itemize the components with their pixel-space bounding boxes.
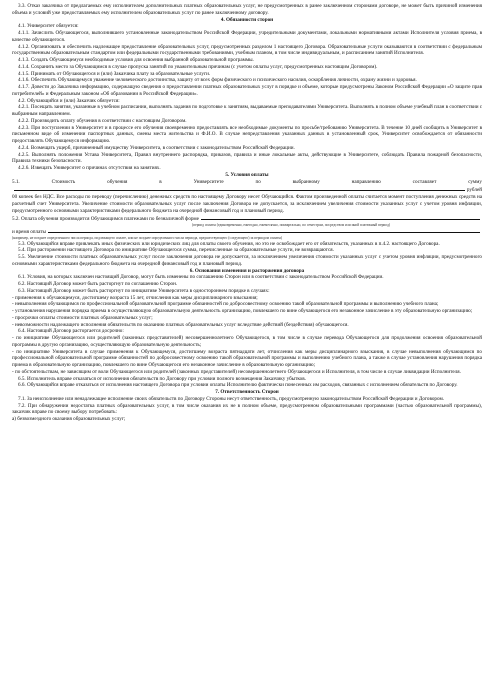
clause-4-1-7: 4.1.7. Довести до Заказчика информацию, содержащую сведения о предоставлении платных образовательных услуг в порядке и объеме, которые предусмотрены Законом Российской Федерации «О защите прав потребителей» и Федеральным законом «Об образовании в Российской Федерации».: [12, 84, 482, 97]
clause-6-3-item: - невозможности надлежащего исполнения обязательств по оказанию платных образовательных услуг вследствие действий (бездействия) обучающегося.: [12, 321, 349, 328]
clause-7-1: 7.1. За неисполнение или ненадлежащее исполнение своих обязательств по Договору Стороны несут ответственность, предусмотренную законодательством Российской Федерации и Договором.: [18, 395, 445, 402]
payment-form-blank-line: [201, 214, 480, 220]
clause-4-2-4: 4.2.4. Возмещать ущерб, причиненный имуществу Университета, в соответствии с законодательством Российской Федерации.: [18, 144, 295, 151]
clause-5-1-word: сумму: [468, 178, 482, 185]
clause-6-3-item: - просрочки оплаты стоимости платных образовательных услуг;: [12, 314, 153, 321]
rubles-label: рублей: [466, 187, 482, 194]
payment-time-note: (например, не позднее определенного числа периода, подлежащего оплате, или не позднее определенного числа периода, предшествующего (следующего) за периодом оплаты): [12, 236, 283, 241]
clause-6-6: 6.6. Обучающийся вправе отказаться от исполнения настоящего Договора при условии оплаты Исполнителю фактически понесенных им расходов, связанных с исполнением обязательств по Договору.: [18, 382, 458, 389]
section-7-heading: 7. Ответственность Сторон: [215, 389, 279, 396]
clause-4-2-5: 4.2.5. Выполнять положения Устава Университета, Правил внутреннего распорядка, приказов, правила и иные локальные акты, действующие в Университете, соблюдать Правила пожарной безопасности, Правила техники безопасности.: [12, 151, 482, 165]
clause-4-2-3: 4.2.3. При поступлении в Университет и в процессе его обучения своевременно предоставлять все необходимые документы по просьбе/требованию Университета. В течение 10 дней сообщить в Университет в письменном виде об изменении паспортных данных, смены места жительства и Ф.И.О. В случае непредставления указанных данных в установленный срок, Университет освобождается от обязанности предоставлять Обучающемуся информацию.: [12, 124, 482, 144]
clause-5-1-word: Университете: [193, 178, 224, 185]
clause-4-2-1: 4.2.1. Посещать занятия, указанные в учебном расписании, выполнять задания по подготовке к занятиям, выдаваемые преподавателями Университета. Выполнять в полном объеме учебный план в соответствии с выбранным направлением.: [12, 104, 483, 117]
clause-4-1-1: 4.1.1. Зачислить Обучающегося, выполнившего установленные законодательством Российской Федерации, учредительными документами, локальными нормативными актами Исполнителя условия приема, в качестве обучающегося.: [12, 30, 482, 43]
clause-6-4-item: - по инициативе Обучающегося или родителей (законных представителей) несовершеннолетнего Обучающегося, в том числе в случае перевода Обучающегося для продолжения освоения образовательной программы в другую организацию, осуществляющую образовательную деятельность;: [12, 335, 482, 348]
section-4-heading: 4. Обязанности сторон: [220, 16, 274, 23]
clause-5-1-word: выбранному: [292, 178, 320, 185]
clause-6-3: 6.3. Настоящий Договор может быть расторгнут по инициативе Университета в одностороннем порядке в случаях:: [18, 287, 270, 294]
amount-blank-line: [14, 185, 465, 191]
clause-4-1: 4.1. Университет обязуется:: [18, 23, 79, 30]
clause-5-2-text: 5.2. Оплата обучения производится Обучающимся платежами по безналичной форме: [12, 216, 199, 223]
clause-5-1-amount-line: [12, 185, 482, 194]
clause-4-1-6: 4.1.6. Обеспечить Обучающемуся уважение человеческого достоинства, защиту от всех форм физического и психического насилия, оскорбления личности, охрану жизни и здоровья.: [18, 77, 417, 84]
section-5-heading: 5. Условия оплаты: [225, 171, 269, 178]
clause-4-1-5: 4.1.5. Принимать от Обучающегося и (или) Заказчика плату за образовательные услуги.: [18, 70, 211, 77]
clause-5-1-word: в: [159, 178, 162, 185]
payment-time-line: [12, 227, 482, 236]
clause-5-1-word: обучения: [107, 178, 128, 185]
clause-5-2-line: [12, 214, 482, 223]
clause-6-4: 6.4. Настоящий Договор расторгается досрочно:: [18, 328, 124, 335]
clause-5-1-rest: 00 копеек без НДС. Все расходы по переводу (перечислению) денежных средств по настоящему Договору несет Обучающийся. Фактом произведенной оплаты считается момент поступления денежных средств на расчетный счет Университета. Увеличение стоимости образовательных услуг после заключения Договора не допускается, за исключением увеличения стоимости указанных услуг с учетом уровня инфляции, предусмотренного основными характеристиками федерального бюджета на очередной финансовый год и плановый период.: [12, 194, 482, 214]
clause-4-1-2: 4.1.2. Организовать и обеспечить надлежащее предоставление образовательных услуг, предусмотренных разделом 1 настоящего Договора. Образовательные услуги оказываются в соответствии с федеральным государственным образовательным стандартом или федеральными государственными требованиями, учебным планом, в том числе индивидуальным, и расписанием занятий Исполнителя.: [12, 43, 482, 57]
clause-5-1-word: направлению: [351, 178, 381, 185]
clause-6-1: 6.1. Условия, на которых заключен настоящий Договор, могут быть изменены по соглашению Сторон или в соответствии с законодательством Российской Федерации.: [18, 274, 384, 281]
payment-time-label: и время оплаты: [12, 229, 46, 236]
clause-6-4-item: - по обстоятельствам, не зависящим от воли Обучающегося или родителей (законных представителей) несовершеннолетнего Обучающегося и Исполнителя, в том числе в случае ликвидации Исполнителя.: [12, 368, 461, 375]
clause-6-4-item: - по инициативе Университета в случае применения к Обучающемуся, достигшему возраста пятнадцати лет, отчисления как меры дисциплинарного взыскания, в случае невыполнения обучающимся по профессиональной образовательной программе обязанностей по добросовестному освоению такой образовательной программы и выполнению учебного плана, а также в случае установления нарушения порядка приема в образовательную организацию, повлекшего по вине Обучающегося его незаконное зачисление в образовательную организацию;: [12, 348, 482, 369]
clause-4-2-2: 4.2.2. Производить оплату обучения в соответствии с настоящим Договором.: [18, 117, 187, 124]
clause-5-1-word: 5.1.: [12, 178, 20, 185]
clause-4-2-6: 4.2.6. Извещать Университет о причинах отсутствия на занятиях.: [18, 165, 161, 171]
clause-4-1-3: 4.1.3. Создать Обучающемуся необходимые условия для освоения выбранной образовательной программы.: [18, 57, 254, 63]
payment-time-blank-line: [48, 227, 480, 233]
section-6-heading: 6. Основания изменения и расторжения договора: [189, 267, 305, 274]
clause-5-1-first-line: [12, 179, 482, 186]
clause-5-1-word: Стоимость: [51, 178, 76, 185]
clause-5-5: 5.5. Увеличение стоимости платных образовательных услуг после заключения договора не допускается, за исключением увеличения стоимости указанных услуг с учетом уровня инфляции, предусмотренного основными характеристиками федерального бюджета на очередной финансовый год и плановый период.: [12, 254, 482, 267]
clause-4-2: 4.2. Обучающийся и (или) Заказчик обязуется:: [18, 97, 120, 104]
clause-6-5: 6.5. Исполнитель вправе отказаться от исполнения обязательств по Договору при условии полного возмещения Заказчику убытков.: [18, 375, 306, 382]
clause-5-4: 5.4. При расторжении настоящего Договора по инициативе Обучающегося сумма, перечисленные за образовательные услуги, не возвращаются.: [18, 247, 334, 254]
clause-3-3: 3.3. Отказ заказчика от предлагаемых ему исполнителем дополнительных платных образовательных услуг, не предусмотренных в ранее заключенном сторонами договоре, не может быть причиной изменения объема и условий уже предоставляемых ему исполнителем образовательных услуг по ранее заключенному договору.: [12, 3, 482, 16]
clause-6-2: 6.2. Настоящий Договор может быть расторгнут по соглашению Сторон.: [18, 281, 178, 288]
clause-6-3-item: - установления нарушения порядка приема в осуществляющую образовательную деятельность организацию, повлекшего по вине обучающегося его незаконное зачисление в эту образовательную организацию;: [12, 308, 473, 315]
clause-4-1-4: 4.1.4. Сохранить место за Обучающимся в случае пропуска занятий по уважительным причинам (с учетом оплаты услуг, предусмотренных настоящим Договором).: [18, 63, 378, 70]
clause-5-1-word: составляет: [412, 178, 437, 185]
clause-5-3: 5.3. Обучающийся вправе привлекать иных физических или юридических лиц для оплаты своего обучения, но это не освобождает его от обязательств, указанных в п.4.2. настоящего Договора.: [18, 240, 440, 247]
clause-6-3-item: - невыполнения обучающимся по профессиональной образовательной программе обязанностей по добросовестному освоению такой образовательной программы и выполнению учебного плана;: [12, 301, 439, 308]
payment-period-note: (период оплаты (единовременно, ежегодно, ежемесячно, поквартально, по семестрам, посредством или иной платежный период): [192, 223, 391, 227]
clause-7-2: 7.2. При обнаружении недостатка платных образовательных услуг, в том числе оказания их не в полном объеме, предусмотренном образовательными программами (частью образовательной программы), заказчик вправе по своему выбору потребовать:: [12, 402, 482, 416]
clause-7-2-item: а) безвозмездного оказания образовательных услуг;: [12, 416, 126, 423]
clause-6-3-item: - применения к обучающемуся, достигшему возраста 15 лет, отчисления как меры дисциплинарного взыскания;: [12, 294, 258, 301]
clause-5-1-word: по: [255, 178, 261, 185]
